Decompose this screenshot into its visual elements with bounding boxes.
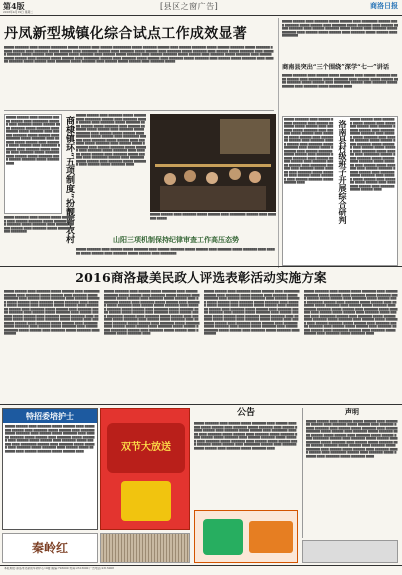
divider [0,404,402,405]
statement-title: 声明 [345,407,359,416]
notice-body: ▇▇▇▇▇ ▇▇▇▇▇▇▇ ▇▇▇▇ ▇▇▇▇▇▇ ▇▇▇▇▇ ▇▇▇▇▇▇▇ ▇▇▇▇ ▇▇▇▇▇▇ ▇▇▇▇▇▇▇ ▇▇▇▇▇ ▇▇▇▇▇▇ ▇▇▇▇ ▇▇▇▇▇▇▇ ▇▇▇▇▇ ▇▇▇▇▇▇▇ ▇▇▇▇ ▇▇▇▇▇▇ ▇▇▇▇▇ ▇▇▇▇▇▇ ▇▇▇▇ ▇▇▇▇▇▇▇ ▇▇▇▇▇ ▇▇▇▇▇▇ ▇▇▇▇ ▇▇▇▇▇▇▇▇ ▇▇▇▇▇▇ ▇▇▇▇ ▇▇▇▇▇▇▇ ▇▇▇▇▇ ▇▇▇▇▇▇ ▇▇▇▇ ▇▇▇▇▇▇▇ ▇▇▇▇▇ ▇▇▇▇▇▇▇ ▇▇▇▇ ▇▇▇▇▇▇ ▇▇▇▇▇ ▇▇▇▇▇▇▇ ▇▇▇▇ ▇▇▇▇▇▇ ▇▇▇▇▇▇▇ ▇▇▇▇▇ ▇▇▇▇▇▇ ▇▇▇▇ ▇▇▇▇▇▇▇ ▇▇▇▇▇ ▇▇▇▇▇▇▇ ▇▇▇▇ ▇▇▇▇▇▇ ▇▇▇▇▇ ▇▇▇▇▇▇ ▇▇▇▇ ▇▇▇▇▇▇▇ ▇▇▇▇▇ ▇▇▇▇▇▇ ▇▇▇▇ ▇▇▇▇▇▇▇▇ ▇▇▇▇▇▇ ▇▇▇▇ ▇▇▇▇▇▇▇ ▇▇▇▇▇ ▇▇▇▇▇▇ ▇▇▇▇ ▇▇▇▇▇▇▇ ▇▇▇▇▇ ▇▇▇▇▇▇▇ ▇▇▇▇ [194,422,298,450]
page-number: 第4版 [3,1,25,11]
promo-ad-banner [107,423,185,473]
lower-col-2: ▇▇▇▇▇ ▇▇▇▇▇▇▇ ▇▇▇▇ ▇▇▇▇▇▇ ▇▇▇▇▇ ▇▇▇▇▇▇▇ ▇▇▇▇ ▇▇▇▇▇▇ ▇▇▇▇▇▇▇ ▇▇▇▇▇ ▇▇▇▇▇▇ ▇▇▇▇ ▇▇▇▇▇▇▇ ▇▇▇▇▇ ▇▇▇▇▇▇▇ ▇▇▇▇ ▇▇▇▇▇▇ ▇▇▇▇▇ ▇▇▇▇▇▇ ▇▇▇▇ ▇▇▇▇▇▇▇ ▇▇▇▇▇ ▇▇▇▇▇▇ ▇▇▇▇ ▇▇▇▇▇▇▇▇ ▇▇▇▇▇▇ ▇▇▇▇ ▇▇▇▇▇▇▇ ▇▇▇▇▇ ▇▇▇▇▇▇ ▇▇▇▇ ▇▇▇▇▇▇▇ ▇▇▇▇▇ ▇▇▇▇▇▇▇ ▇▇▇▇ ▇▇▇▇▇▇ ▇▇▇▇▇ ▇▇▇▇▇▇▇ ▇▇▇▇ ▇▇▇▇▇▇ ▇▇▇▇▇▇▇ ▇▇▇▇▇ ▇▇▇▇▇▇ ▇▇▇▇ ▇▇▇▇▇▇▇ ▇▇▇▇▇ ▇▇▇▇▇▇▇ ▇▇▇▇ ▇▇▇▇▇▇ ▇▇▇▇▇ ▇▇▇▇▇▇ ▇▇▇▇ ▇▇▇▇▇▇▇ ▇▇▇▇▇ ▇▇▇▇▇▇ ▇▇▇▇ ▇▇▇▇▇▇▇▇ ▇▇▇▇▇▇ ▇▇▇▇ ▇▇▇▇▇▇▇ ▇▇▇▇▇ ▇▇▇▇▇▇ ▇▇▇▇ ▇▇▇▇▇▇▇ ▇▇▇▇▇ ▇▇▇▇▇▇▇ ▇▇▇▇ ▇▇▇▇▇▇ ▇▇▇▇▇ ▇▇▇▇▇▇▇ ▇▇▇▇ ▇▇▇▇▇▇ ▇▇▇▇▇▇▇ ▇▇▇▇▇ ▇▇▇▇▇▇ ▇▇▇▇ ▇▇▇▇▇▇▇ ▇▇▇▇▇ ▇▇▇▇▇▇▇ ▇▇▇▇ ▇▇▇▇▇▇ ▇▇▇▇▇ ▇▇▇▇▇▇ ▇▇▇▇ ▇▇▇▇▇▇▇ ▇▇▇▇▇ ▇▇▇▇▇▇ ▇▇▇▇ ▇▇▇▇▇▇▇▇ ▇▇▇▇▇▇ ▇▇▇▇ ▇▇▇▇▇▇▇ ▇▇▇▇▇ ▇▇▇▇▇▇ ▇▇▇▇ ▇▇▇▇▇▇▇ ▇▇▇▇▇ ▇▇▇▇▇▇▇ ▇▇▇▇ [104,290,200,335]
promo-ad [100,408,190,530]
big-headline: 2016商洛最美民政人评选表彰活动实施方案 [75,270,327,285]
page-date: 2016年4月19日 星期二 [3,10,34,14]
nurse-ad-title: 特招委培护士 [3,409,97,423]
lower-col-3: ▇▇▇▇▇ ▇▇▇▇▇▇ ▇▇▇▇ ▇▇▇▇▇▇▇ ▇▇▇▇▇ ▇▇▇▇▇▇ ▇▇▇▇ ▇▇▇▇▇▇▇▇ ▇▇▇▇▇▇ ▇▇▇▇ ▇▇▇▇▇▇▇ ▇▇▇▇▇ ▇▇▇▇▇▇ ▇▇▇▇ ▇▇▇▇▇▇▇ ▇▇▇▇▇ ▇▇▇▇▇▇▇ ▇▇▇▇ ▇▇▇▇▇▇ ▇▇▇▇▇ ▇▇▇▇▇▇▇ ▇▇▇▇ ▇▇▇▇▇▇ ▇▇▇▇▇▇▇ ▇▇▇▇▇ ▇▇▇▇▇▇ ▇▇▇▇ ▇▇▇▇▇▇▇ ▇▇▇▇▇ ▇▇▇▇▇▇▇ ▇▇▇▇ ▇▇▇▇▇▇ ▇▇▇▇▇ ▇▇▇▇▇▇ ▇▇▇▇ ▇▇▇▇▇▇▇ ▇▇▇▇▇ ▇▇▇▇▇▇ ▇▇▇▇ ▇▇▇▇▇▇▇▇ ▇▇▇▇▇▇ ▇▇▇▇ ▇▇▇▇▇▇▇ ▇▇▇▇▇ ▇▇▇▇▇▇ ▇▇▇▇ ▇▇▇▇▇▇▇ ▇▇▇▇▇ ▇▇▇▇▇▇▇ ▇▇▇▇ ▇▇▇▇▇▇ ▇▇▇▇▇ ▇▇▇▇▇▇▇ ▇▇▇▇ ▇▇▇▇▇▇ ▇▇▇▇▇▇▇ ▇▇▇▇▇ ▇▇▇▇▇▇ ▇▇▇▇ ▇▇▇▇▇▇▇ ▇▇▇▇▇ ▇▇▇▇▇▇▇ ▇▇▇▇ ▇▇▇▇▇▇ ▇▇▇▇▇ ▇▇▇▇▇▇ ▇▇▇▇ ▇▇▇▇▇▇▇ ▇▇▇▇▇ ▇▇▇▇▇▇ ▇▇▇▇ ▇▇▇▇▇▇▇▇ ▇▇▇▇▇▇ ▇▇▇▇ ▇▇▇▇▇▇▇ ▇▇▇▇▇ ▇▇▇▇▇▇ ▇▇▇▇ ▇▇▇▇▇▇▇ ▇▇▇▇▇ ▇▇▇▇▇▇▇ ▇▇▇▇ ▇▇▇▇▇▇ ▇▇▇▇▇ ▇▇▇▇▇▇▇ ▇▇▇▇ ▇▇▇▇▇▇ ▇▇▇▇▇▇▇ ▇▇▇▇▇ ▇▇▇▇▇▇ ▇▇▇▇ ▇▇▇▇▇▇▇ ▇▇▇▇▇ ▇▇▇▇▇▇▇ ▇▇▇▇ ▇▇▇▇▇▇ [204,290,300,335]
divider [0,565,402,566]
statement-section [302,408,398,538]
sub-banner [76,234,276,246]
qinlinghong-ad [2,533,98,563]
nurse-ad-body: ▇▇▇▇▇ ▇▇▇▇▇▇ ▇▇▇▇ ▇▇▇▇▇▇▇ ▇▇▇▇▇ ▇▇▇▇▇▇ ▇▇▇▇ ▇▇▇▇▇▇▇▇ ▇▇▇▇▇▇ ▇▇▇▇ ▇▇▇▇▇▇▇ ▇▇▇▇▇ ▇▇▇▇▇▇ ▇▇▇▇ ▇▇▇▇▇▇▇ ▇▇▇▇▇ ▇▇▇▇▇▇▇ ▇▇▇▇ ▇▇▇▇▇▇ ▇▇▇▇▇ ▇▇▇▇▇▇▇ ▇▇▇▇ ▇▇▇▇▇▇ ▇▇▇▇▇▇▇ ▇▇▇▇▇ ▇▇▇▇▇▇ ▇▇▇▇ ▇▇▇▇▇▇▇ ▇▇▇▇▇ ▇▇▇▇▇▇▇ ▇▇▇▇ ▇▇▇▇▇▇ ▇▇▇▇▇ ▇▇▇▇▇▇ ▇▇▇▇ ▇▇▇▇▇▇▇ ▇▇▇▇▇ ▇▇▇▇▇▇ ▇▇▇▇ ▇▇▇▇▇▇▇▇ ▇▇▇▇▇▇ ▇▇▇▇ ▇▇▇▇▇▇▇ ▇▇▇▇▇ ▇▇▇▇▇▇ ▇▇▇▇ ▇▇▇▇▇▇▇ ▇▇▇▇▇ ▇▇▇▇▇▇▇ ▇▇▇▇ ▇▇▇▇▇▇ ▇▇▇▇▇ ▇▇▇▇▇▇▇ ▇▇▇▇ ▇▇▇▇▇▇ ▇▇▇▇▇▇▇ ▇▇▇▇▇ ▇▇▇▇▇▇ ▇▇▇▇ [5,425,95,453]
qinlinghong-ad-title: 秦岭红 [31,540,68,555]
right-article-2-body-b: ▇▇▇▇▇ ▇▇▇▇▇▇ ▇▇▇▇ ▇▇▇▇▇▇▇ ▇▇▇▇▇ ▇▇▇▇▇▇ ▇▇▇▇ ▇▇▇▇▇▇▇▇ ▇▇▇▇▇▇ ▇▇▇▇ ▇▇▇▇▇▇▇ ▇▇▇▇▇ ▇▇▇▇▇▇ ▇▇▇▇ ▇▇▇▇▇▇▇ ▇▇▇▇▇ ▇▇▇▇▇▇▇ ▇▇▇▇ ▇▇▇▇▇▇ ▇▇▇▇▇ ▇▇▇▇▇▇▇ ▇▇▇▇ ▇▇▇▇▇▇ ▇▇▇▇▇▇▇ ▇▇▇▇▇ ▇▇▇▇▇▇ ▇▇▇▇ ▇▇▇▇▇▇▇ ▇▇▇▇▇ ▇▇▇▇▇▇▇ ▇▇▇▇ ▇▇▇▇▇▇ ▇▇▇▇▇ ▇▇▇▇▇▇ ▇▇▇▇ ▇▇▇▇▇▇▇ ▇▇▇▇▇ ▇▇▇▇▇▇ ▇▇▇▇ ▇▇▇▇▇▇▇▇ ▇▇▇▇▇▇ ▇▇▇▇ ▇▇▇▇▇▇▇ ▇▇▇▇▇ ▇▇▇▇▇▇ ▇▇▇▇ ▇▇▇▇▇▇▇ ▇▇▇▇▇ ▇▇▇▇▇▇▇ ▇▇▇▇ ▇▇▇▇▇▇ ▇▇▇▇▇ ▇▇▇▇▇▇▇ ▇▇▇▇ ▇▇▇▇▇▇ ▇▇▇▇▇▇▇ ▇▇▇▇▇ ▇▇▇▇▇▇ ▇▇▇▇ ▇▇▇▇▇▇▇ ▇▇▇▇▇ ▇▇▇▇▇▇▇ ▇▇▇▇ ▇▇▇▇▇▇ ▇▇▇▇▇ ▇▇▇▇▇▇ ▇▇▇▇ ▇▇▇▇▇▇▇ ▇▇▇▇▇ ▇▇▇▇▇▇ ▇▇▇▇ ▇▇▇▇▇▇▇▇ ▇▇▇▇▇▇ ▇▇▇▇ ▇▇▇▇▇▇▇ ▇▇▇▇▇ ▇▇▇▇▇▇ ▇▇▇▇ [350,118,396,191]
masthead: 商洛日报 [370,1,398,10]
product-ad [100,533,190,563]
section-title: [县区之窗广告] [160,2,219,11]
main-headline: 丹凤新型城镇化综合试点工作成效显著 [4,26,248,42]
notice-title: 公告 [236,408,255,418]
divider [4,110,274,111]
green-ad-banner [249,521,293,553]
left-article-continued: ▇▇▇▇▇ ▇▇▇▇▇▇▇ ▇▇▇▇ ▇▇▇▇▇▇ ▇▇▇▇▇ ▇▇▇▇▇▇▇ ▇▇▇▇ ▇▇▇▇▇▇ ▇▇▇▇▇▇▇ ▇▇▇▇▇ ▇▇▇▇▇▇ ▇▇▇▇ ▇▇▇▇▇▇▇ ▇▇▇▇▇ ▇▇▇▇▇▇▇ ▇▇▇▇ ▇▇▇▇▇▇ ▇▇▇▇▇ ▇▇▇▇▇▇ ▇▇▇▇ ▇▇▇▇▇▇▇ ▇▇▇▇▇ ▇▇▇▇▇▇ ▇▇▇▇ ▇▇▇▇▇▇▇▇ [4,216,74,233]
lower-col-1: ▇▇▇▇▇ ▇▇▇▇▇▇ ▇▇▇▇ ▇▇▇▇▇▇▇ ▇▇▇▇▇ ▇▇▇▇▇▇ ▇▇▇▇ ▇▇▇▇▇▇▇▇ ▇▇▇▇▇▇ ▇▇▇▇ ▇▇▇▇▇▇▇ ▇▇▇▇▇ ▇▇▇▇▇▇ ▇▇▇▇ ▇▇▇▇▇▇▇ ▇▇▇▇▇ ▇▇▇▇▇▇▇ ▇▇▇▇ ▇▇▇▇▇▇ ▇▇▇▇▇ ▇▇▇▇▇▇▇ ▇▇▇▇ ▇▇▇▇▇▇ ▇▇▇▇▇▇▇ ▇▇▇▇▇ ▇▇▇▇▇▇ ▇▇▇▇ ▇▇▇▇▇▇▇ ▇▇▇▇▇ ▇▇▇▇▇▇▇ ▇▇▇▇ ▇▇▇▇▇▇ ▇▇▇▇▇ ▇▇▇▇▇▇ ▇▇▇▇ ▇▇▇▇▇▇▇ ▇▇▇▇▇ ▇▇▇▇▇▇ ▇▇▇▇ ▇▇▇▇▇▇▇▇ ▇▇▇▇▇▇ ▇▇▇▇ ▇▇▇▇▇▇▇ ▇▇▇▇▇ ▇▇▇▇▇▇ ▇▇▇▇ ▇▇▇▇▇▇▇ ▇▇▇▇▇ ▇▇▇▇▇▇▇ ▇▇▇▇ ▇▇▇▇▇▇ ▇▇▇▇▇ ▇▇▇▇▇▇▇ ▇▇▇▇ ▇▇▇▇▇▇ ▇▇▇▇▇▇▇ ▇▇▇▇▇ ▇▇▇▇▇▇ ▇▇▇▇ ▇▇▇▇▇▇▇ ▇▇▇▇▇ ▇▇▇▇▇▇▇ ▇▇▇▇ ▇▇▇▇▇▇ ▇▇▇▇▇ ▇▇▇▇▇▇ ▇▇▇▇ ▇▇▇▇▇▇▇ ▇▇▇▇▇ ▇▇▇▇▇▇ ▇▇▇▇ ▇▇▇▇▇▇▇▇ ▇▇▇▇▇▇ ▇▇▇▇ ▇▇▇▇▇▇▇ ▇▇▇▇▇ ▇▇▇▇▇▇ ▇▇▇▇ ▇▇▇▇▇▇▇ ▇▇▇▇▇ ▇▇▇▇▇▇▇ ▇▇▇▇ ▇▇▇▇▇▇ ▇▇▇▇▇ ▇▇▇▇▇▇▇ ▇▇▇▇ ▇▇▇▇▇▇ ▇▇▇▇▇▇▇ ▇▇▇▇▇ ▇▇▇▇▇▇ ▇▇▇▇ ▇▇▇▇▇▇▇ ▇▇▇▇▇ ▇▇▇▇▇▇▇ ▇▇▇▇ ▇▇▇▇▇▇ [4,290,100,335]
promo-ad-text: 双节大放送 [121,441,171,453]
footer-text: 本报地址:商洛市北新街华尚中心19楼 邮编:726000 传真:2313000 广告电话:2313008 [4,567,114,570]
left-article-body: ▇▇▇▇▇ ▇▇▇▇▇▇ ▇▇▇▇ ▇▇▇▇▇▇▇ ▇▇▇▇▇ ▇▇▇▇▇▇ ▇▇▇▇ ▇▇▇▇▇▇▇▇ ▇▇▇▇▇▇ ▇▇▇▇ ▇▇▇▇▇▇▇ ▇▇▇▇▇ ▇▇▇▇▇▇ ▇▇▇▇ ▇▇▇▇▇▇▇ ▇▇▇▇▇ ▇▇▇▇▇▇▇ ▇▇▇▇ ▇▇▇▇▇▇ ▇▇▇▇▇ ▇▇▇▇▇▇▇ ▇▇▇▇ ▇▇▇▇▇▇ ▇▇▇▇▇▇▇ ▇▇▇▇▇ ▇▇▇▇▇▇ ▇▇▇▇ ▇▇▇▇▇▇▇ ▇▇▇▇▇ ▇▇▇▇▇▇▇ ▇▇▇▇ ▇▇▇▇▇▇ ▇▇▇▇▇ ▇▇▇▇▇▇ ▇▇▇▇ ▇▇▇▇▇▇▇ ▇▇▇▇▇ ▇▇▇▇▇▇ ▇▇▇▇ ▇▇▇▇▇▇▇▇ ▇▇▇▇▇▇ ▇▇▇▇ ▇▇▇▇▇▇▇ ▇▇▇▇▇ ▇▇▇▇▇▇ ▇▇▇▇ ▇▇▇▇▇▇▇ ▇▇▇▇▇ ▇▇▇▇▇▇▇ ▇▇▇▇ ▇▇▇▇▇▇ ▇▇▇▇▇ ▇▇▇▇▇▇▇ ▇▇▇▇ ▇▇▇▇▇▇ ▇▇▇▇▇▇▇ ▇▇▇▇▇ ▇▇▇▇▇▇ ▇▇▇▇ [6,116,60,165]
green-ad [194,510,298,563]
news-photo [150,114,276,212]
divider [0,266,402,267]
right-headline-1: 商南县突出“三个围绕”深学“七一”讲话 [282,64,390,71]
promo-ad-image [121,481,171,521]
vertical-headline-2: 洛南县村级班子开展综合研判 [338,120,348,224]
header-divider [0,15,402,16]
sub-banner-title: 山阳三项机制保持纪律审查工作高压态势 [113,234,239,244]
sub-banner-body: ▇▇▇▇▇ ▇▇▇▇▇▇▇ ▇▇▇▇ ▇▇▇▇▇▇ ▇▇▇▇▇ ▇▇▇▇▇▇▇ ▇▇▇▇ ▇▇▇▇▇▇ ▇▇▇▇▇▇▇ ▇▇▇▇▇ ▇▇▇▇▇▇ ▇▇▇▇ ▇▇▇▇▇▇▇ ▇▇▇▇▇ ▇▇▇▇▇▇▇ ▇▇▇▇ ▇▇▇▇▇▇ ▇▇▇▇▇ ▇▇▇▇▇▇ ▇▇▇▇ ▇▇▇▇▇▇▇ ▇▇▇▇▇ ▇▇▇▇▇▇ ▇▇▇▇ ▇▇▇▇▇▇▇▇ [76,248,275,255]
main-article-body: ▇▇▇▇▇ ▇▇▇▇▇▇▇ ▇▇▇▇ ▇▇▇▇▇▇ ▇▇▇▇▇▇▇▇ ▇▇▇▇▇ ▇▇▇▇▇▇ ▇▇▇▇ ▇▇▇▇▇▇ ▇▇▇▇▇▇▇▇▇ ▇▇▇▇▇ ▇▇▇▇▇▇▇ ▇▇▇▇▇▇ ▇▇▇▇ ▇▇▇▇▇▇ ▇▇▇▇▇▇▇ ▇▇▇▇▇ ▇▇▇▇▇▇ ▇▇▇▇▇▇▇ ▇▇▇▇▇ ▇▇▇▇▇▇▇ ▇▇▇▇▇ ▇▇▇▇▇▇ ▇▇▇▇ ▇▇▇▇▇▇▇ ▇▇▇▇▇ ▇▇▇▇▇▇ ▇▇▇▇ ▇▇▇▇▇▇▇▇ ▇▇▇▇▇▇ ▇▇▇▇ ▇▇▇▇▇▇▇ ▇▇▇▇▇ ▇▇▇▇▇▇ ▇▇▇▇ ▇▇▇▇▇▇▇ ▇▇▇▇▇ ▇▇▇▇▇▇▇ ▇▇▇▇ ▇▇▇▇▇▇ ▇▇▇▇▇ ▇▇▇▇▇▇▇ ▇▇▇▇ ▇▇▇▇▇▇ ▇▇▇▇▇▇▇ ▇▇▇▇▇ ▇▇▇▇▇▇ ▇▇▇▇ ▇▇▇▇▇▇▇ ▇▇▇▇▇ ▇▇▇▇▇▇▇ ▇▇▇▇ ▇▇▇▇▇▇ ▇▇▇▇▇ ▇▇▇▇▇▇▇ ▇▇▇▇ ▇▇▇▇▇▇ ▇▇▇▇▇▇▇ ▇▇▇▇▇ ▇▇▇▇▇▇ ▇▇▇▇ ▇▇▇▇▇▇▇ ▇▇▇▇▇ ▇▇▇▇▇▇▇ ▇▇▇▇ ▇▇▇▇▇▇ ▇▇▇▇▇ ▇▇▇▇▇▇ ▇▇▇▇ ▇▇▇▇▇▇▇ ▇▇▇▇▇ ▇▇▇▇▇▇ ▇▇▇▇ ▇▇▇▇▇▇▇▇ ▇▇▇▇▇▇ ▇▇▇▇ ▇▇▇▇▇▇▇ ▇▇▇▇▇ ▇▇▇▇▇▇ ▇▇▇▇ ▇▇▇▇▇▇▇ ▇▇▇▇▇ ▇▇▇▇▇▇▇ ▇▇▇▇ ▇▇▇▇▇▇ ▇▇▇▇▇ ▇▇▇▇▇▇▇ ▇▇▇▇ ▇▇▇▇▇▇ ▇▇▇▇▇▇▇ ▇▇▇▇▇ ▇▇▇▇▇▇ ▇▇▇▇ ▇▇▇▇▇▇▇ ▇▇▇▇▇ ▇▇▇▇▇▇▇ ▇▇▇▇ ▇▇▇▇▇▇ ▇▇▇▇▇ ▇▇▇▇▇▇ ▇▇▇▇ ▇▇▇▇▇▇▇ ▇▇▇▇▇ [4,46,274,63]
scenery-ad [302,540,398,563]
photo-caption: ▇▇▇▇▇ ▇▇▇▇▇▇ ▇▇▇▇ ▇▇▇▇▇▇▇ ▇▇▇▇▇ ▇▇▇▇▇▇ ▇▇▇▇ ▇▇▇▇▇▇▇▇ ▇▇▇▇▇▇ ▇▇▇▇ ▇▇▇▇▇▇▇ ▇▇▇▇▇ [150,213,276,220]
right-article-1-body: ▇▇▇▇▇ ▇▇▇▇▇▇▇ ▇▇▇▇ ▇▇▇▇▇▇ ▇▇▇▇▇ ▇▇▇▇▇▇▇ ▇▇▇▇ ▇▇▇▇▇▇ ▇▇▇▇▇▇▇ ▇▇▇▇▇ ▇▇▇▇▇▇ ▇▇▇▇ ▇▇▇▇▇▇▇ ▇▇▇▇▇ ▇▇▇▇▇▇▇ ▇▇▇▇ ▇▇▇▇▇▇ ▇▇▇▇▇ ▇▇▇▇▇▇ ▇▇▇▇ ▇▇▇▇▇▇▇ ▇▇▇▇▇ ▇▇▇▇▇▇ ▇▇▇▇ ▇▇▇▇▇▇▇▇ ▇▇▇▇▇▇ ▇▇▇▇ ▇▇▇▇▇▇▇ ▇▇▇▇▇ ▇▇▇▇▇▇ ▇▇▇▇ ▇▇▇▇▇▇▇ ▇▇▇▇▇ ▇▇▇▇▇▇▇ ▇▇▇▇ [282,74,398,88]
lower-col-4: ▇▇▇▇▇ ▇▇▇▇▇▇▇ ▇▇▇▇ ▇▇▇▇▇▇ ▇▇▇▇▇ ▇▇▇▇▇▇▇ ▇▇▇▇ ▇▇▇▇▇▇ ▇▇▇▇▇▇▇ ▇▇▇▇▇ ▇▇▇▇▇▇ ▇▇▇▇ ▇▇▇▇▇▇▇ ▇▇▇▇▇ ▇▇▇▇▇▇▇ ▇▇▇▇ ▇▇▇▇▇▇ ▇▇▇▇▇ ▇▇▇▇▇▇ ▇▇▇▇ ▇▇▇▇▇▇▇ ▇▇▇▇▇ ▇▇▇▇▇▇ ▇▇▇▇ ▇▇▇▇▇▇▇▇ ▇▇▇▇▇▇ ▇▇▇▇ ▇▇▇▇▇▇▇ ▇▇▇▇▇ ▇▇▇▇▇▇ ▇▇▇▇ ▇▇▇▇▇▇▇ ▇▇▇▇▇ ▇▇▇▇▇▇▇ ▇▇▇▇ ▇▇▇▇▇▇ ▇▇▇▇▇ ▇▇▇▇▇▇▇ ▇▇▇▇ ▇▇▇▇▇▇ ▇▇▇▇▇▇▇ ▇▇▇▇▇ ▇▇▇▇▇▇ ▇▇▇▇ ▇▇▇▇▇▇▇ ▇▇▇▇▇ ▇▇▇▇▇▇▇ ▇▇▇▇ ▇▇▇▇▇▇ ▇▇▇▇▇ ▇▇▇▇▇▇ ▇▇▇▇ ▇▇▇▇▇▇▇ ▇▇▇▇▇ ▇▇▇▇▇▇ ▇▇▇▇ ▇▇▇▇▇▇▇▇ ▇▇▇▇▇▇ ▇▇▇▇ ▇▇▇▇▇▇▇ ▇▇▇▇▇ ▇▇▇▇▇▇ ▇▇▇▇ ▇▇▇▇▇▇▇ ▇▇▇▇▇ ▇▇▇▇▇▇▇ ▇▇▇▇ ▇▇▇▇▇▇ ▇▇▇▇▇ ▇▇▇▇▇▇▇ ▇▇▇▇ ▇▇▇▇▇▇ ▇▇▇▇▇▇▇ ▇▇▇▇▇ ▇▇▇▇▇▇ ▇▇▇▇ ▇▇▇▇▇▇▇ ▇▇▇▇▇ ▇▇▇▇▇▇▇ ▇▇▇▇ ▇▇▇▇▇▇ ▇▇▇▇▇ ▇▇▇▇▇▇ ▇▇▇▇ ▇▇▇▇▇▇▇ ▇▇▇▇▇ ▇▇▇▇▇▇ ▇▇▇▇ ▇▇▇▇▇▇▇▇ ▇▇▇▇▇▇ ▇▇▇▇ ▇▇▇▇▇▇▇ ▇▇▇▇▇ ▇▇▇▇▇▇ ▇▇▇▇ ▇▇▇▇▇▇▇ ▇▇▇▇▇ ▇▇▇▇▇▇▇ ▇▇▇▇ [304,290,398,335]
vertical-headline-1: 商棣镇环“五项制度”扮靓新农村 [64,116,74,244]
statement-body: ▇▇▇▇▇ ▇▇▇▇▇▇ ▇▇▇▇ ▇▇▇▇▇▇▇ ▇▇▇▇▇ ▇▇▇▇▇▇ ▇▇▇▇ ▇▇▇▇▇▇▇▇ ▇▇▇▇▇▇ ▇▇▇▇ ▇▇▇▇▇▇▇ ▇▇▇▇▇ ▇▇▇▇▇▇ ▇▇▇▇ ▇▇▇▇▇▇▇ ▇▇▇▇▇ ▇▇▇▇▇▇▇ ▇▇▇▇ ▇▇▇▇▇▇ ▇▇▇▇▇ ▇▇▇▇▇▇▇ ▇▇▇▇ ▇▇▇▇▇▇ ▇▇▇▇▇▇▇ ▇▇▇▇▇ ▇▇▇▇▇▇ ▇▇▇▇ ▇▇▇▇▇▇▇ ▇▇▇▇▇ ▇▇▇▇▇▇▇ ▇▇▇▇ ▇▇▇▇▇▇ ▇▇▇▇▇ ▇▇▇▇▇▇ ▇▇▇▇ ▇▇▇▇▇▇▇ ▇▇▇▇▇ ▇▇▇▇▇▇ ▇▇▇▇ ▇▇▇▇▇▇▇▇ ▇▇▇▇▇▇ ▇▇▇▇ ▇▇▇▇▇▇▇ ▇▇▇▇▇ ▇▇▇▇▇▇ ▇▇▇▇ ▇▇▇▇▇▇▇ ▇▇▇▇▇ ▇▇▇▇▇▇▇ ▇▇▇▇ ▇▇▇▇▇▇ ▇▇▇▇▇ ▇▇▇▇▇▇▇ ▇▇▇▇ ▇▇▇▇▇▇ ▇▇▇▇▇▇▇ ▇▇▇▇▇ ▇▇▇▇▇▇ ▇▇▇▇ ▇▇▇▇▇▇▇ ▇▇▇▇▇ ▇▇▇▇▇▇▇ ▇▇▇▇ ▇▇▇▇▇▇ ▇▇▇▇▇ ▇▇▇▇▇▇ ▇▇▇▇ ▇▇▇▇▇▇▇ ▇▇▇▇▇ ▇▇▇▇▇▇ ▇▇▇▇ ▇▇▇▇▇▇▇▇ ▇▇▇▇▇▇ ▇▇▇▇ ▇▇▇▇▇▇▇ ▇▇▇▇▇ ▇▇▇▇▇▇ ▇▇▇▇ ▇▇▇▇▇▇▇ ▇▇▇▇▇ ▇▇▇▇▇▇▇ ▇▇▇▇ [306,419,398,458]
center-article-body: ▇▇▇▇▇ ▇▇▇▇▇▇ ▇▇▇▇ ▇▇▇▇▇▇▇ ▇▇▇▇▇ ▇▇▇▇▇▇ ▇▇▇▇ ▇▇▇▇▇▇▇▇ ▇▇▇▇▇▇ ▇▇▇▇ ▇▇▇▇▇▇▇ ▇▇▇▇▇ ▇▇▇▇▇▇ ▇▇▇▇ ▇▇▇▇▇▇▇ ▇▇▇▇▇ ▇▇▇▇▇▇▇ ▇▇▇▇ ▇▇▇▇▇▇ ▇▇▇▇▇ ▇▇▇▇▇▇▇ ▇▇▇▇ ▇▇▇▇▇▇ ▇▇▇▇▇▇▇ ▇▇▇▇▇ ▇▇▇▇▇▇ ▇▇▇▇ ▇▇▇▇▇▇▇ ▇▇▇▇▇ ▇▇▇▇▇▇▇ ▇▇▇▇ ▇▇▇▇▇▇ ▇▇▇▇▇ ▇▇▇▇▇▇ ▇▇▇▇ ▇▇▇▇▇▇▇ ▇▇▇▇▇ ▇▇▇▇▇▇ ▇▇▇▇ ▇▇▇▇▇▇▇▇ ▇▇▇▇▇▇ ▇▇▇▇ ▇▇▇▇▇▇▇ ▇▇▇▇▇ ▇▇▇▇▇▇ ▇▇▇▇ ▇▇▇▇▇▇▇ ▇▇▇▇▇ ▇▇▇▇▇▇▇ ▇▇▇▇ ▇▇▇▇▇▇ ▇▇▇▇▇ ▇▇▇▇▇▇▇ ▇▇▇▇ ▇▇▇▇▇▇ ▇▇▇▇▇▇▇ ▇▇▇▇▇ ▇▇▇▇▇▇ ▇▇▇▇ ▇▇▇▇▇▇▇ ▇▇▇▇▇ ▇▇▇▇▇▇▇ ▇▇▇▇ ▇▇▇▇▇▇ ▇▇▇▇▇ ▇▇▇▇▇▇ ▇▇▇▇ ▇▇▇▇▇▇▇ ▇▇▇▇▇ ▇▇▇▇▇▇ ▇▇▇▇ ▇▇▇▇▇▇▇▇ ▇▇▇▇▇▇ ▇▇▇▇ ▇▇▇▇▇▇▇ ▇▇▇▇▇ ▇▇▇▇▇▇ ▇▇▇▇ ▇▇▇▇▇▇▇ ▇▇▇▇▇ ▇▇▇▇▇▇▇ ▇▇▇▇ ▇▇▇▇▇▇ ▇▇▇▇▇ ▇▇▇▇▇▇▇ ▇▇▇▇ [76,114,146,166]
notice-section [194,408,298,508]
green-ad-image [203,519,243,555]
column-divider [278,18,279,268]
right-article-2-body-a: ▇▇▇▇▇ ▇▇▇▇▇▇▇ ▇▇▇▇ ▇▇▇▇▇▇ ▇▇▇▇▇ ▇▇▇▇▇▇▇ ▇▇▇▇ ▇▇▇▇▇▇ ▇▇▇▇▇▇▇ ▇▇▇▇▇ ▇▇▇▇▇▇ ▇▇▇▇ ▇▇▇▇▇▇▇ ▇▇▇▇▇ ▇▇▇▇▇▇▇ ▇▇▇▇ ▇▇▇▇▇▇ ▇▇▇▇▇ ▇▇▇▇▇▇ ▇▇▇▇ ▇▇▇▇▇▇▇ ▇▇▇▇▇ ▇▇▇▇▇▇ ▇▇▇▇ ▇▇▇▇▇▇▇▇ ▇▇▇▇▇▇ ▇▇▇▇ ▇▇▇▇▇▇▇ ▇▇▇▇▇ ▇▇▇▇▇▇ ▇▇▇▇ ▇▇▇▇▇▇▇ ▇▇▇▇▇ ▇▇▇▇▇▇▇ ▇▇▇▇ ▇▇▇▇▇▇ ▇▇▇▇▇ ▇▇▇▇▇▇▇ ▇▇▇▇ ▇▇▇▇▇▇ ▇▇▇▇▇▇▇ ▇▇▇▇▇ ▇▇▇▇▇▇ ▇▇▇▇ ▇▇▇▇▇▇▇ ▇▇▇▇▇ ▇▇▇▇▇▇▇ ▇▇▇▇ ▇▇▇▇▇▇ ▇▇▇▇▇ ▇▇▇▇▇▇ ▇▇▇▇ ▇▇▇▇▇▇▇ ▇▇▇▇▇ ▇▇▇▇▇▇ ▇▇▇▇ ▇▇▇▇▇▇▇▇ ▇▇▇▇▇▇ ▇▇▇▇ ▇▇▇▇▇▇▇ ▇▇▇▇▇ ▇▇▇▇▇▇ ▇▇▇▇ ▇▇▇▇▇▇▇ ▇▇▇▇▇ ▇▇▇▇▇▇▇ ▇▇▇▇ ▇▇▇▇▇▇ ▇▇▇▇▇ ▇▇▇▇▇▇▇ ▇▇▇▇ ▇▇▇▇▇▇ ▇▇▇▇▇▇▇ ▇▇▇▇▇ ▇▇▇▇▇▇ ▇▇▇▇ [284,118,334,184]
nurse-ad [2,408,98,530]
right-article-top: ▇▇▇▇▇ ▇▇▇▇▇▇ ▇▇▇▇ ▇▇▇▇▇▇▇ ▇▇▇▇▇ ▇▇▇▇▇▇ ▇▇▇▇ ▇▇▇▇▇▇▇▇ ▇▇▇▇▇▇ ▇▇▇▇ ▇▇▇▇▇▇▇ ▇▇▇▇▇ ▇▇▇▇▇▇ ▇▇▇▇ ▇▇▇▇▇▇▇ ▇▇▇▇▇ ▇▇▇▇▇▇▇ ▇▇▇▇ ▇▇▇▇▇▇ ▇▇▇▇▇ ▇▇▇▇▇▇▇ ▇▇▇▇ ▇▇▇▇▇▇ ▇▇▇▇▇▇▇ ▇▇▇▇▇ ▇▇▇▇▇▇ ▇▇▇▇ ▇▇▇▇▇▇▇ ▇▇▇▇▇ ▇▇▇▇▇▇▇ ▇▇▇▇ ▇▇▇▇▇▇ ▇▇▇▇▇ ▇▇▇▇▇▇ ▇▇▇▇ ▇▇▇▇▇▇▇ ▇▇▇▇▇ ▇▇▇▇▇▇ ▇▇▇▇ ▇▇▇▇▇▇▇▇ [282,20,398,37]
